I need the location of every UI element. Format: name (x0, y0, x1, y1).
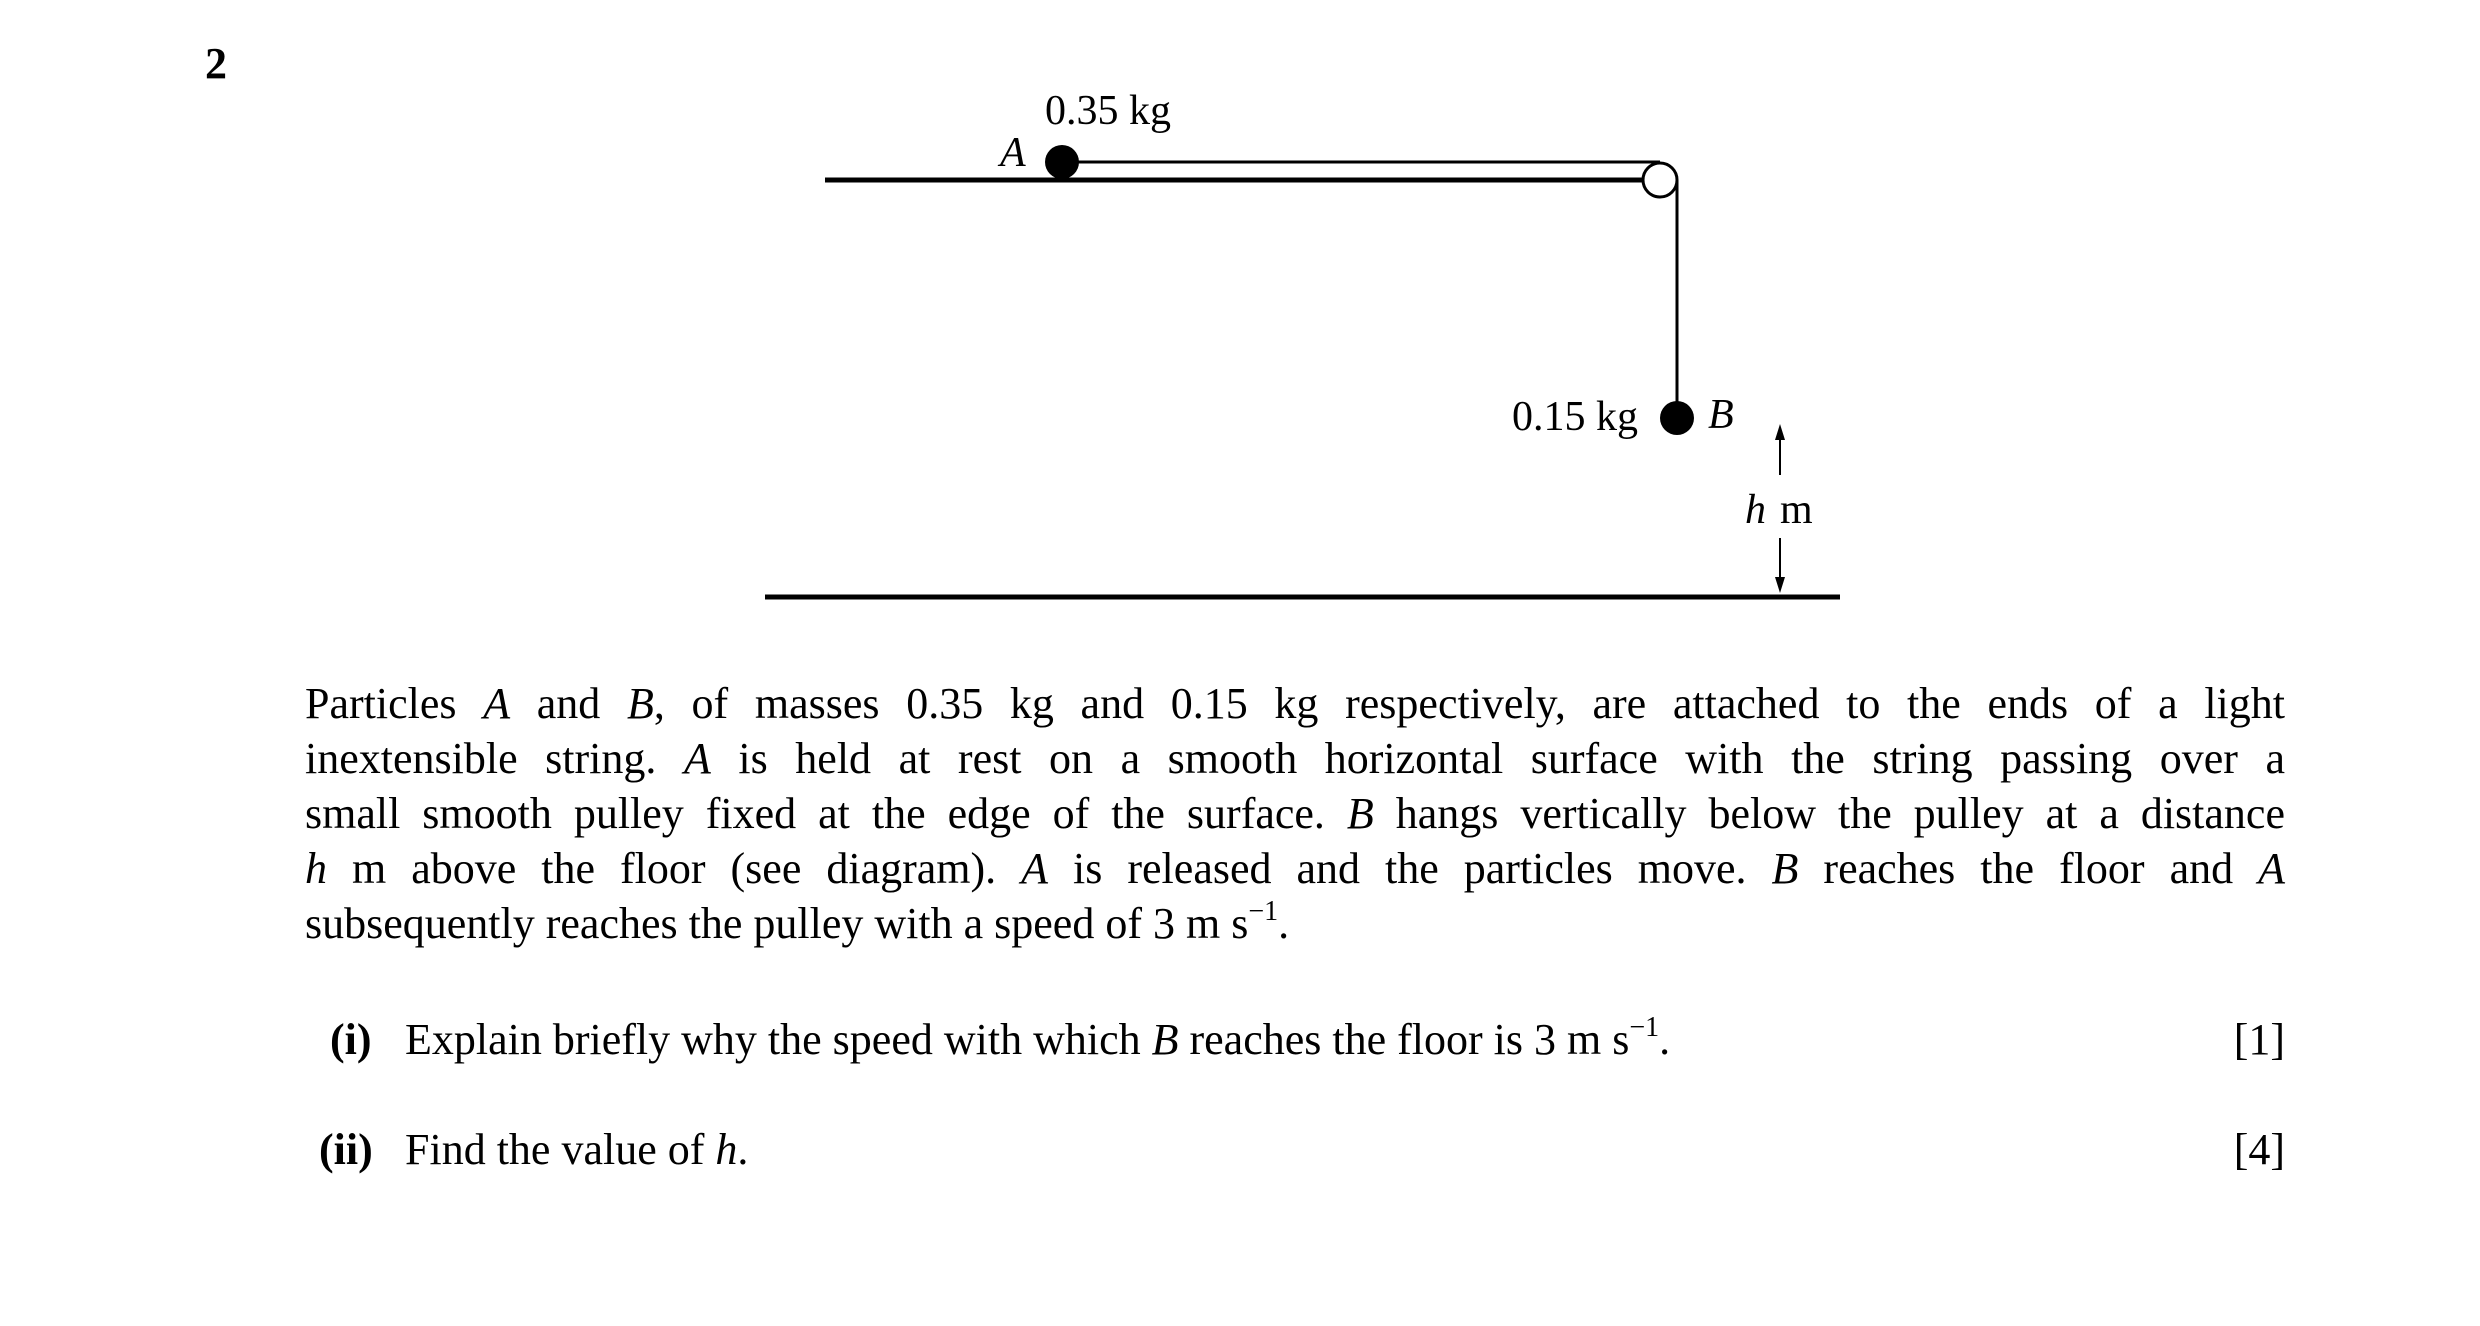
pulley (1643, 163, 1677, 197)
particle-a (1045, 145, 1079, 179)
text-run: small smooth pulley fixed at the edge of the surface. (305, 789, 1347, 838)
text-run: m above the floor (see diagram). (327, 844, 1022, 893)
var-h: h (305, 844, 327, 893)
var-b: B (1151, 1015, 1179, 1064)
part-label: (ii) (319, 1125, 373, 1174)
paragraph-line (305, 896, 2285, 951)
mass-a-label: 0.35 kg (1045, 88, 1171, 134)
arrow-down-head (1775, 577, 1785, 593)
text-run: reaches the floor is 3 m s (1178, 1015, 1630, 1064)
text-run: hangs vertically below the pulley at a distance (1373, 789, 2285, 838)
text-run: inextensible string. (305, 734, 684, 783)
text-run: is held at rest on a smooth horizontal surface with the string passing over a (710, 734, 2285, 783)
paragraph-line (305, 786, 2285, 841)
particle-b-label: B (1708, 392, 1734, 438)
text-run: . (1659, 1015, 1671, 1064)
text-run: and (510, 679, 627, 728)
paragraph-line (305, 841, 2285, 896)
marks-badge: [4] (2233, 1125, 2285, 1174)
text-run: Find the value of (405, 1125, 716, 1174)
height-var-label: h (1745, 487, 1766, 533)
question-number: 2 (205, 39, 227, 88)
mass-b-label: 0.15 kg (1512, 394, 1638, 440)
height-unit-label: m (1780, 487, 1813, 533)
paragraph-line (305, 676, 2285, 731)
text-run: is released and the particles move. (1048, 844, 1772, 893)
var-h: h (715, 1125, 738, 1174)
part-text (405, 1012, 1670, 1067)
part-label: (i) (330, 1015, 372, 1064)
text-run: . (737, 1125, 749, 1174)
var-a: A (1021, 844, 1049, 893)
paragraph-line (305, 731, 2285, 786)
question-paragraph (305, 676, 2285, 951)
particle-a-label: A (1000, 130, 1026, 176)
arrow-up-head (1775, 424, 1785, 440)
pulley-diagram (0, 0, 2480, 640)
particle-b (1660, 401, 1694, 435)
text-run: Explain briefly why the speed with which (405, 1015, 1152, 1064)
text-run: . (1278, 899, 1290, 948)
text-run: Particles (305, 679, 484, 728)
var-b: B (1346, 789, 1374, 838)
var-a: A (2258, 844, 2285, 893)
var-a: A (483, 679, 511, 728)
text-run: reaches the floor and (1798, 844, 2259, 893)
exponent: −1 (1629, 1012, 1660, 1043)
text-run: subsequently reaches the pulley with a speed of 3 m s (305, 899, 1249, 948)
part-text (405, 1122, 748, 1177)
var-b: B (626, 679, 654, 728)
var-a: A (683, 734, 711, 783)
text-run: , of masses 0.35 kg and 0.15 kg respectively, are attached to the ends of a light (653, 679, 2285, 728)
exponent: −1 (1248, 896, 1279, 927)
marks-badge: [1] (2233, 1015, 2285, 1064)
var-b: B (1771, 844, 1799, 893)
